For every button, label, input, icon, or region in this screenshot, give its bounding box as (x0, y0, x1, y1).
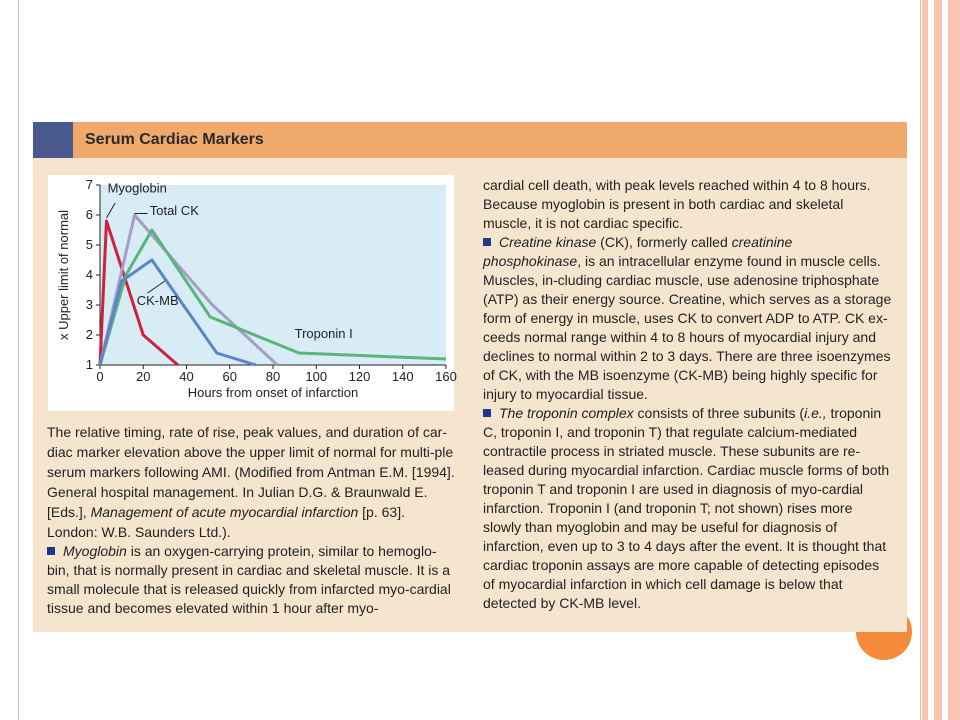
y-tick-label: 4 (85, 267, 93, 282)
panel-header (33, 122, 907, 158)
x-tick-label: 20 (136, 369, 151, 384)
caption-text: The relative timing, rate of rise, peak values, and duration of car-diac marker elevation above the upper limit of normal for multi-ple serum markers following AMI. (Modified from Antman E.M. [1994]. General hospital management. In Julian D.G. & Braunwald E. [Eds.], (47, 424, 455, 520)
series-label-myoglobin: Myoglobin (107, 180, 167, 196)
myoglobin-continuation: cardial cell death, with peak levels reached within 4 to 8 hours. Because myoglobin is present in both cardiac and skeletal muscle, it is not cardiac specific. (483, 177, 871, 231)
y-tick-label: 5 (85, 237, 93, 252)
myoglobin-bullet (47, 542, 459, 618)
x-tick-label: 40 (179, 369, 194, 384)
decorative-stripe (948, 0, 960, 720)
troponin-ie: i.e., (804, 405, 827, 421)
bullet-icon (483, 238, 491, 246)
myoglobin-text: is an oxygen-carrying protein, similar to hemoglo-bin, that is normally present in cardiac and skeletal muscle. It is a small molecule that is released quickly from infarcted myo-cardial tissue and becomes elevated within 1 hour after myo- (47, 543, 451, 616)
myoglobin-term: Myoglobin (63, 543, 127, 559)
y-tick-label: 3 (85, 297, 93, 312)
panel-title: Serum Cardiac Markers (85, 131, 264, 148)
decorative-stripe (922, 0, 928, 720)
x-tick-label: 60 (222, 369, 237, 384)
ck-alt-term: creatinine phosphokinase (483, 234, 793, 269)
x-tick-label: 120 (348, 369, 371, 384)
x-tick-label: 80 (265, 369, 281, 384)
y-tick-label: 2 (85, 327, 93, 342)
x-tick-label: 100 (305, 369, 328, 384)
y-tick-label: 1 (85, 357, 93, 372)
x-tick-label: 140 (391, 369, 414, 384)
x-axis-label: Hours from onset of infarction (187, 385, 359, 400)
bullet-icon (483, 409, 491, 417)
y-tick-label: 6 (85, 207, 93, 222)
troponin-text: consists of three subunits ( (633, 405, 805, 421)
x-tick-label: 0 (96, 369, 104, 384)
decorative-stripe (934, 0, 942, 720)
troponin-term: The troponin complex (499, 405, 634, 421)
series-label-troponin-i: Troponin I (294, 326, 353, 341)
header-accent-tab (33, 122, 73, 158)
ck-term: Creatine kinase (499, 234, 597, 250)
troponin-bullet (483, 404, 893, 613)
series-label-ck-mb: CK-MB (136, 293, 179, 308)
x-tick-label: 160 (435, 369, 457, 384)
right-column (483, 176, 893, 613)
series-label-total-ck: Total CK (149, 203, 199, 218)
ck-text: (CK), formerly called (596, 234, 732, 250)
content-panel (33, 122, 907, 632)
y-axis-label: x Upper limit of normal (56, 209, 71, 341)
troponin-text-body: troponin C, troponin I, and troponin T) that regulate calcium-mediated contractile process in striated muscle. These subunits are re-leased during myocardial infarction. Cardiac muscle forms of both troponin T and troponin I are used in diagnosis of myo-cardial infarction. Troponin I (and troponin T; not shown) rises more slowly than myoglobin and may be useful for diagnosis of infarction, even up to 3 to 4 days after the event. It is thought that cardiac troponin assays are more capable of detecting episodes of myocardial infarction in which cell damage is below that detected by CK-MB level. (483, 405, 890, 611)
figure-caption (47, 422, 457, 542)
cardiac-markers-chart (48, 175, 457, 411)
caption-text-end: [p. 63]. London: W.B. Saunders Ltd.). (47, 504, 405, 540)
caption-book-title: Management of acute myocardial infarction (90, 504, 359, 520)
ck-text-body: , is an intracellular enzyme found in muscle cells. Muscles, in-cluding cardiac muscle, use adenosine triphosphate (ATP) as their energy source. Creatine, which serves as a storage form of energy in muscle, uses CK to convert ADP to ATP. CK ex-ceeds normal range within 4 to 8 hours of myocardial injury and declines to normal within 2 to 3 days. There are three isoenzymes of CK, with the MB isoenzyme (CK-MB) being highly specific for injury to myocardial tissue. (483, 253, 892, 402)
chart-container (48, 175, 457, 411)
y-tick-label: 7 (85, 177, 93, 192)
bullet-icon (47, 547, 55, 555)
ck-bullet (483, 233, 893, 404)
